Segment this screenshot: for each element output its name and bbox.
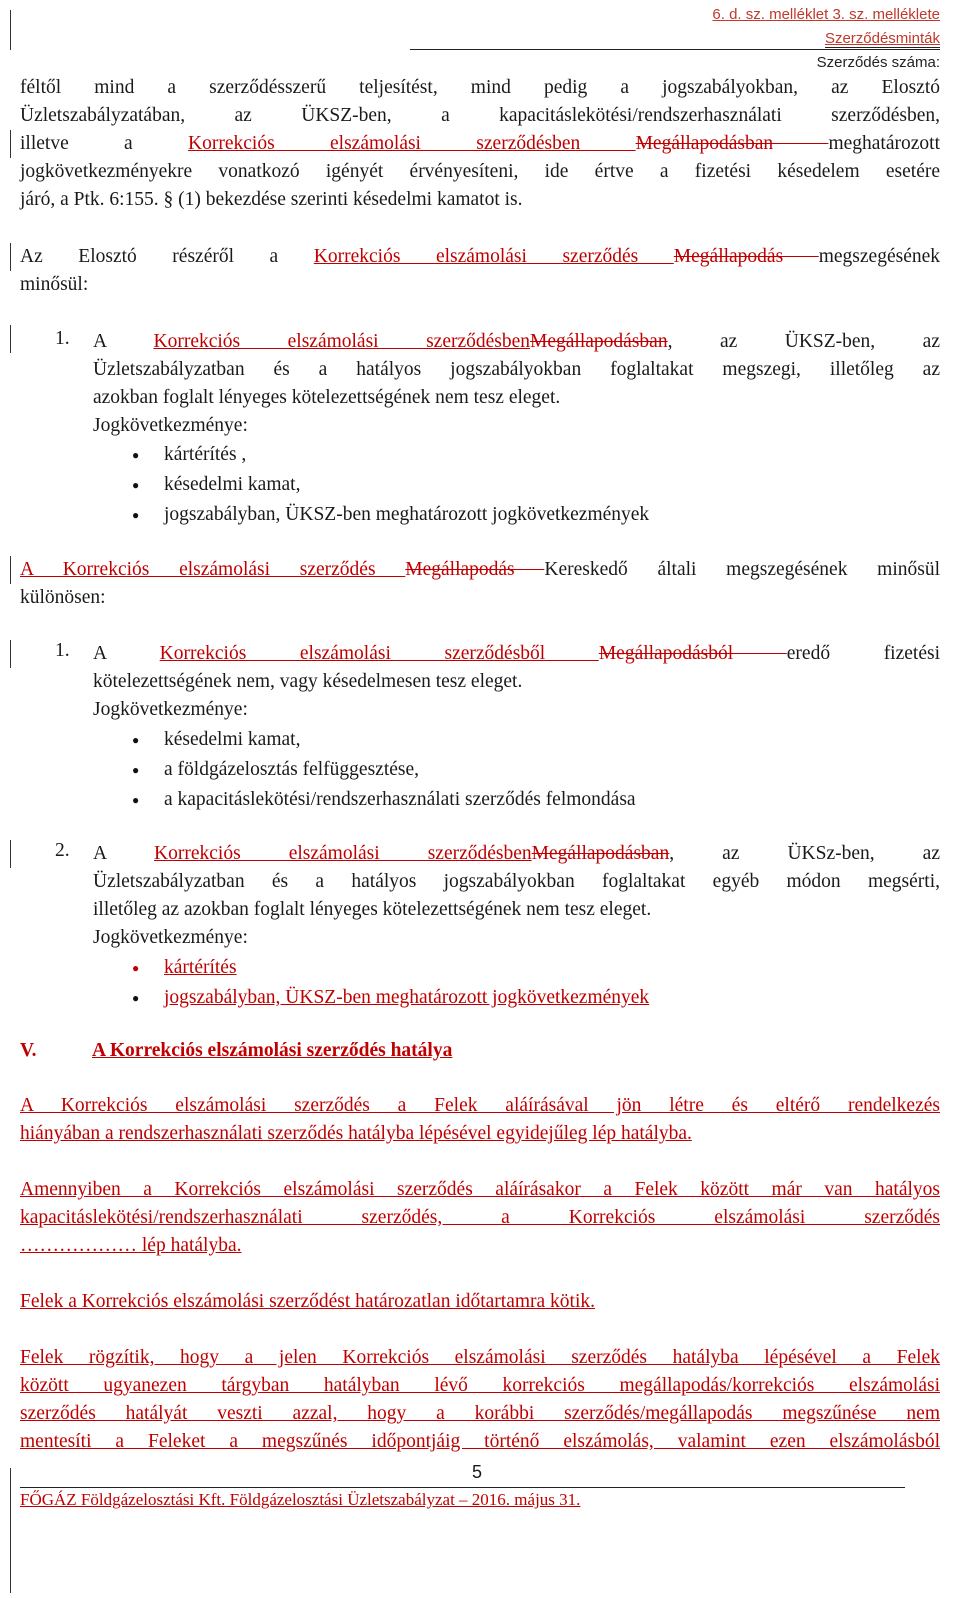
header-contract-number-label: Szerződés száma: [816,54,940,71]
list-item: ● a kapacitáslekötési/rendszerhasználati szerződés felmondása [120,785,636,815]
change-bar [10,556,11,584]
header-rule [410,49,940,50]
list-item: ● késedelmi kamat, [120,725,636,755]
change-bar [10,1468,11,1593]
footer-rule [20,1487,905,1488]
trader-item-2-consequences [120,953,649,1013]
list-item: ● késedelmi kamat, [120,470,649,500]
change-bar [10,640,11,668]
footer-text: FŐGÁZ Földgázelosztási Kft. Földgázelosztási Üzletszabályzat – 2016. május 31. [20,1490,581,1509]
page-number: 5 [472,1462,483,1482]
list-number: 2. [55,840,70,861]
header-section-label: Szerződésminták [824,30,940,47]
change-bar [10,325,11,353]
list-item: ● kártérítés [120,953,649,983]
list-number: 1. [55,328,70,349]
trader-breach-paragraph: A Korrekciós elszámolási szerződés Megállapodás Kereskedő általi megszegésének minősül különösen: [20,559,940,608]
distributor-breach-paragraph: Az Elosztó részéről a Korrekciós elszámolási szerződés Megállapodás megszegésének minősül: [20,246,941,295]
intro-paragraph: féltől mind a szerződésszerű teljesítést, mind pedig a jogszabályokban, az Elosztó Üzletszabályzatában, az ÜKSZ-ben, a kapacitáslekötési/rendszerhasználati szerződésben, illetve a Korrekciós elszámolási szerződésben Megállapodásban meghatározott jogkövetkezményekre vonatkozó igényét érvényesíteni, ide értve a fizetési késedelem esetére járó, a Ptk. 6:155. § (1) bekezdése szerinti késedelmi kamatot is. [20,77,940,210]
trader-item-1-consequences [120,725,636,815]
effect-paragraph-4: Felek rögzítik, hogy a jelen Korrekciós elszámolási szerződés hatályba lépésével a Felek között ugyanezen tárgyban hatályban lévő korrekciós megállapodás/korrekciós elszámolási szerződés hatályát veszti azzal, hogy a korábbi szerződés/megállapodás megszűnése nem mentesíti a Feleket a megszűnés időpontjáig történő elszámolás, valamint ezen elszámolásból [20,1347,940,1452]
distributor-item-1: A Korrekciós elszámolási szerződésbenMegállapodásban, az ÜKSZ-ben, az Üzletszabályzatban és a hatályos jogszabályokban foglaltakat megszegi, illetőleg az azokban foglalt lényeges kötelezettségének nem tesz eleget. Jogkövetkezménye: [93,331,940,436]
distributor-item-1-consequences [120,440,649,530]
list-item: ● kártérítés , [120,440,649,470]
change-bar [10,840,11,868]
list-item: ● a földgázelosztás felfüggesztése, [120,755,636,785]
header-annex-label: 6. d. sz. melléklet 3. sz. melléklete [712,6,940,23]
list-item: ● jogszabályban, ÜKSZ-ben meghatározott jogkövetkezmények [120,983,649,1013]
list-item: ● jogszabályban, ÜKSZ-ben meghatározott jogkövetkezmények [120,500,649,530]
section-heading: V. A Korrekciós elszámolási szerződés hatálya [20,1040,453,1061]
trader-item-1: A Korrekciós elszámolási szerződésből Megállapodásból eredő fizetési kötelezettségének nem, vagy késedelmesen tesz eleget. Jogkövetkezménye: [93,643,940,720]
effect-paragraph-2: Amennyiben a Korrekciós elszámolási szerződés aláírásakor a Felek között már van hatályos kapacitáslekötési/rendszerhasználati szerződés, a Korrekciós elszámolási szerződés ……………… lép hatályba. [20,1179,940,1256]
change-bar [10,10,11,50]
list-number: 1. [55,640,70,661]
change-bar [10,243,11,271]
effect-paragraph-1: A Korrekciós elszámolási szerződés a Felek aláírásával jön létre és eltérő rendelkezés hiányában a rendszerhasználati szerződés hatályba lépésével egyidejűleg lép hatályba. [20,1095,940,1144]
change-bar [10,130,11,158]
effect-paragraph-3: Felek a Korrekciós elszámolási szerződést határozatlan időtartamra kötik. [20,1291,596,1312]
trader-item-2: A Korrekciós elszámolási szerződésbenMegállapodásban, az ÜKSz-ben, az Üzletszabályzatban és a hatályos jogszabályokban foglaltakat egyéb módon megsérti, illetőleg az azokban foglalt lényeges kötelezettségének nem tesz eleget. Jogkövetkezménye: [93,843,940,948]
